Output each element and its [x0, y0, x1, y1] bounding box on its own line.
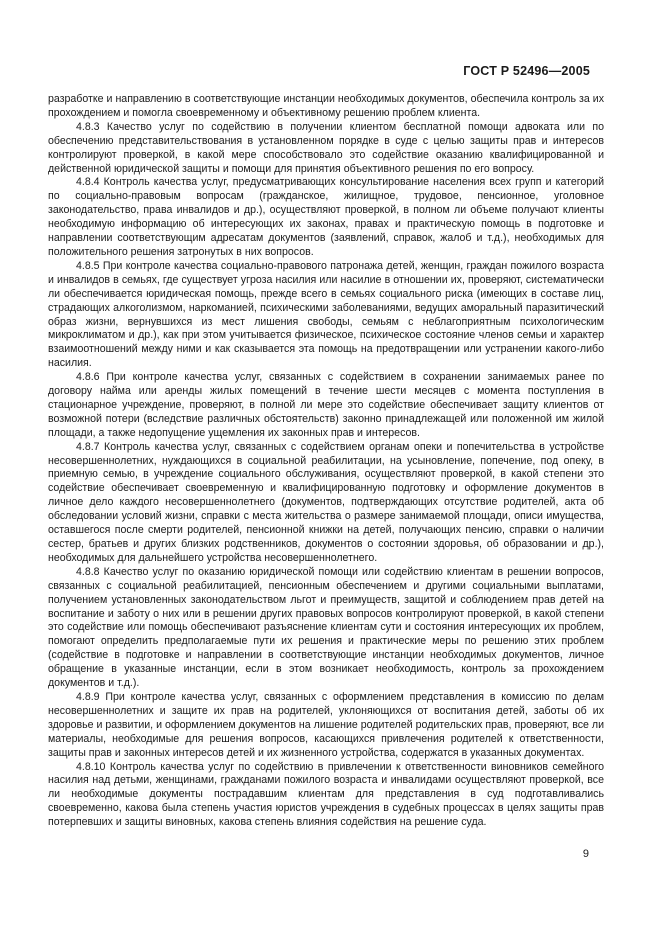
paragraph-4-8-5: 4.8.5 При контроле качества социально-правового патронажа детей, женщин, граждан пожилого возраста и инвалидов в семьях, где существует угроза насилия или насилие в отношении их, проверяют, систематически ли обеспечивается юридическая помощь, прежде всего в семьях социального риска (имеющих в составе лиц, страдающих алкоголизмом, наркоманией, психическими заболеваниями, ведущих аморальный паразитический образ жизни, вернувшихся из мест лишения свободы, семьям с неблагоприятным психологическим микроклиматом и др.), как при этом учитывается физическое, психическое состояние членов семьи и характер взаимоотношений между ними и как сказывается эта помощь на предотвращении или устранении какого-либо насилия. [48, 259, 604, 370]
paragraph-4-8-9: 4.8.9 При контроле качества услуг, связанных с оформлением представления в комиссию по делам несовершеннолетних и защите их прав на родителей, уклоняющихся от воспитания детей, заботы об их здоровье и развитии, и оформлением документов на лишение родителей родительских прав, проверяют, все ли материалы, необходимые для решения вопросов, касающихся привлечения родителей к ответственности, защиты прав и законных интересов детей и их жизненного устройства, содержатся в указанных документах. [48, 690, 604, 759]
document-body [48, 93, 604, 830]
paragraph-4-8-8: 4.8.8 Качество услуг по оказанию юридической помощи или содействию клиентам в решении вопросов, связанных с социальной реабилитацией, пенсионным обеспечением и другими социальными выплатами, получением установленных законодательством льгот и преимуществ, защитой и соблюдением прав детей на воспитание и заботу о них или в решении других правовых вопросов контролируют проверкой, в какой степени это содействие или помощь обеспечивают разъяснение клиентам сути и состояния интересующих их проблем, помогают определить предполагаемые пути их решения и практические меры по решению этих проблем (содействие в подготовке и направлении в соответствующие инстанции необходимых документов, личное обращение в указанные инстанции, если в этом возникает необходимость, контроль за прохождением документов и т.д.). [48, 565, 604, 690]
paragraph-4-8-3: 4.8.3 Качество услуг по содействию в получении клиентом бесплатной помощи адвоката или по обеспечению представительствования в установленном порядке в суде с целью защиты прав и интересов контролируют проверкой, в какой мере способствовало это содействие оказанию квалифицированной и действенной юридической защиты и помощи для принятия объективного решения по его вопросу. [48, 120, 604, 175]
paragraph-4-8-6: 4.8.6 При контроле качества услуг, связанных с содействием в сохранении занимаемых ранее по договору найма или аренды жилых помещений в течение шести месяцев с момента поступления в стационарное учреждение, проверяют, в полной ли мере это содействие обеспечивает защиту клиентов от возможной потери (вследствие различных обстоятельств) законно принадлежащей или положенной им жилой площади, а также недопущение ущемления их законных прав и интересов. [48, 371, 604, 439]
page-number: 9 [582, 848, 589, 860]
document-header: ГОСТ Р 52496—2005 [463, 64, 590, 78]
paragraph-continuation: разработке и направлению в соответствующие инстанции необходимых документов, обеспечила контроль за их прохождением и помогла своевременному и объективному решению проблем клиента. [48, 93, 604, 119]
paragraph-4-8-10: 4.8.10 Контроль качества услуг по содействию в привлечении к ответственности виновников семейного насилия над детьми, женщинами, гражданами пожилого возраста и инвалидами осуществляют проверкой, все ли необходимые документы пострадавшим клиентам для представления в суд подготавливались своевременно, какова была степень участия юристов учреждения в судебных процессах в целях защиты прав потерпевших и защиты виновных, какова степень влияния содействия на решение суда. [48, 760, 604, 829]
paragraph-4-8-7: 4.8.7 Контроль качества услуг, связанных с содействием органам опеки и попечительства в устройстве несовершеннолетних, нуждающихся в социальной реабилитации, на усыновление, попечение, под опеку, в приемную семью, в учреждение социального обслуживания, осуществляют проверкой, в какой степени это содействие обеспечивает своевременную и квалифицированную подготовку и оформление документов в личное дело каждого несовершеннолетнего (документов, подтверждающих отсутствие родителей, акта об обследовании условий жизни, справки с места жительства о размере занимаемой площади, описи имущества, оставшегося после смерти родителей, пенсионной книжки на детей, получающих пенсию, справки о наличии сестер, братьев и других близких родственников, документов о состоянии здоровья, об образовании и др.), необходимых для дальнейшего устройства несовершеннолетнего. [48, 440, 604, 564]
paragraph-4-8-4: 4.8.4 Контроль качества услуг, предусматривающих консультирование населения всех групп и категорий по социально-правовым вопросам (гражданское, жилищное, трудовое, пенсионное, уголовное законодательство, права инвалидов и др.), осуществляют проверкой, в полном ли объеме получают клиенты необходимую информацию об интересующих их законах, правах и практическую помощь в подготовке и направлении соответствующим адресатам документов (заявлений, справок, жалоб и т.д.), необходимых для положительного решения затронутых в них вопросов. [48, 176, 604, 258]
